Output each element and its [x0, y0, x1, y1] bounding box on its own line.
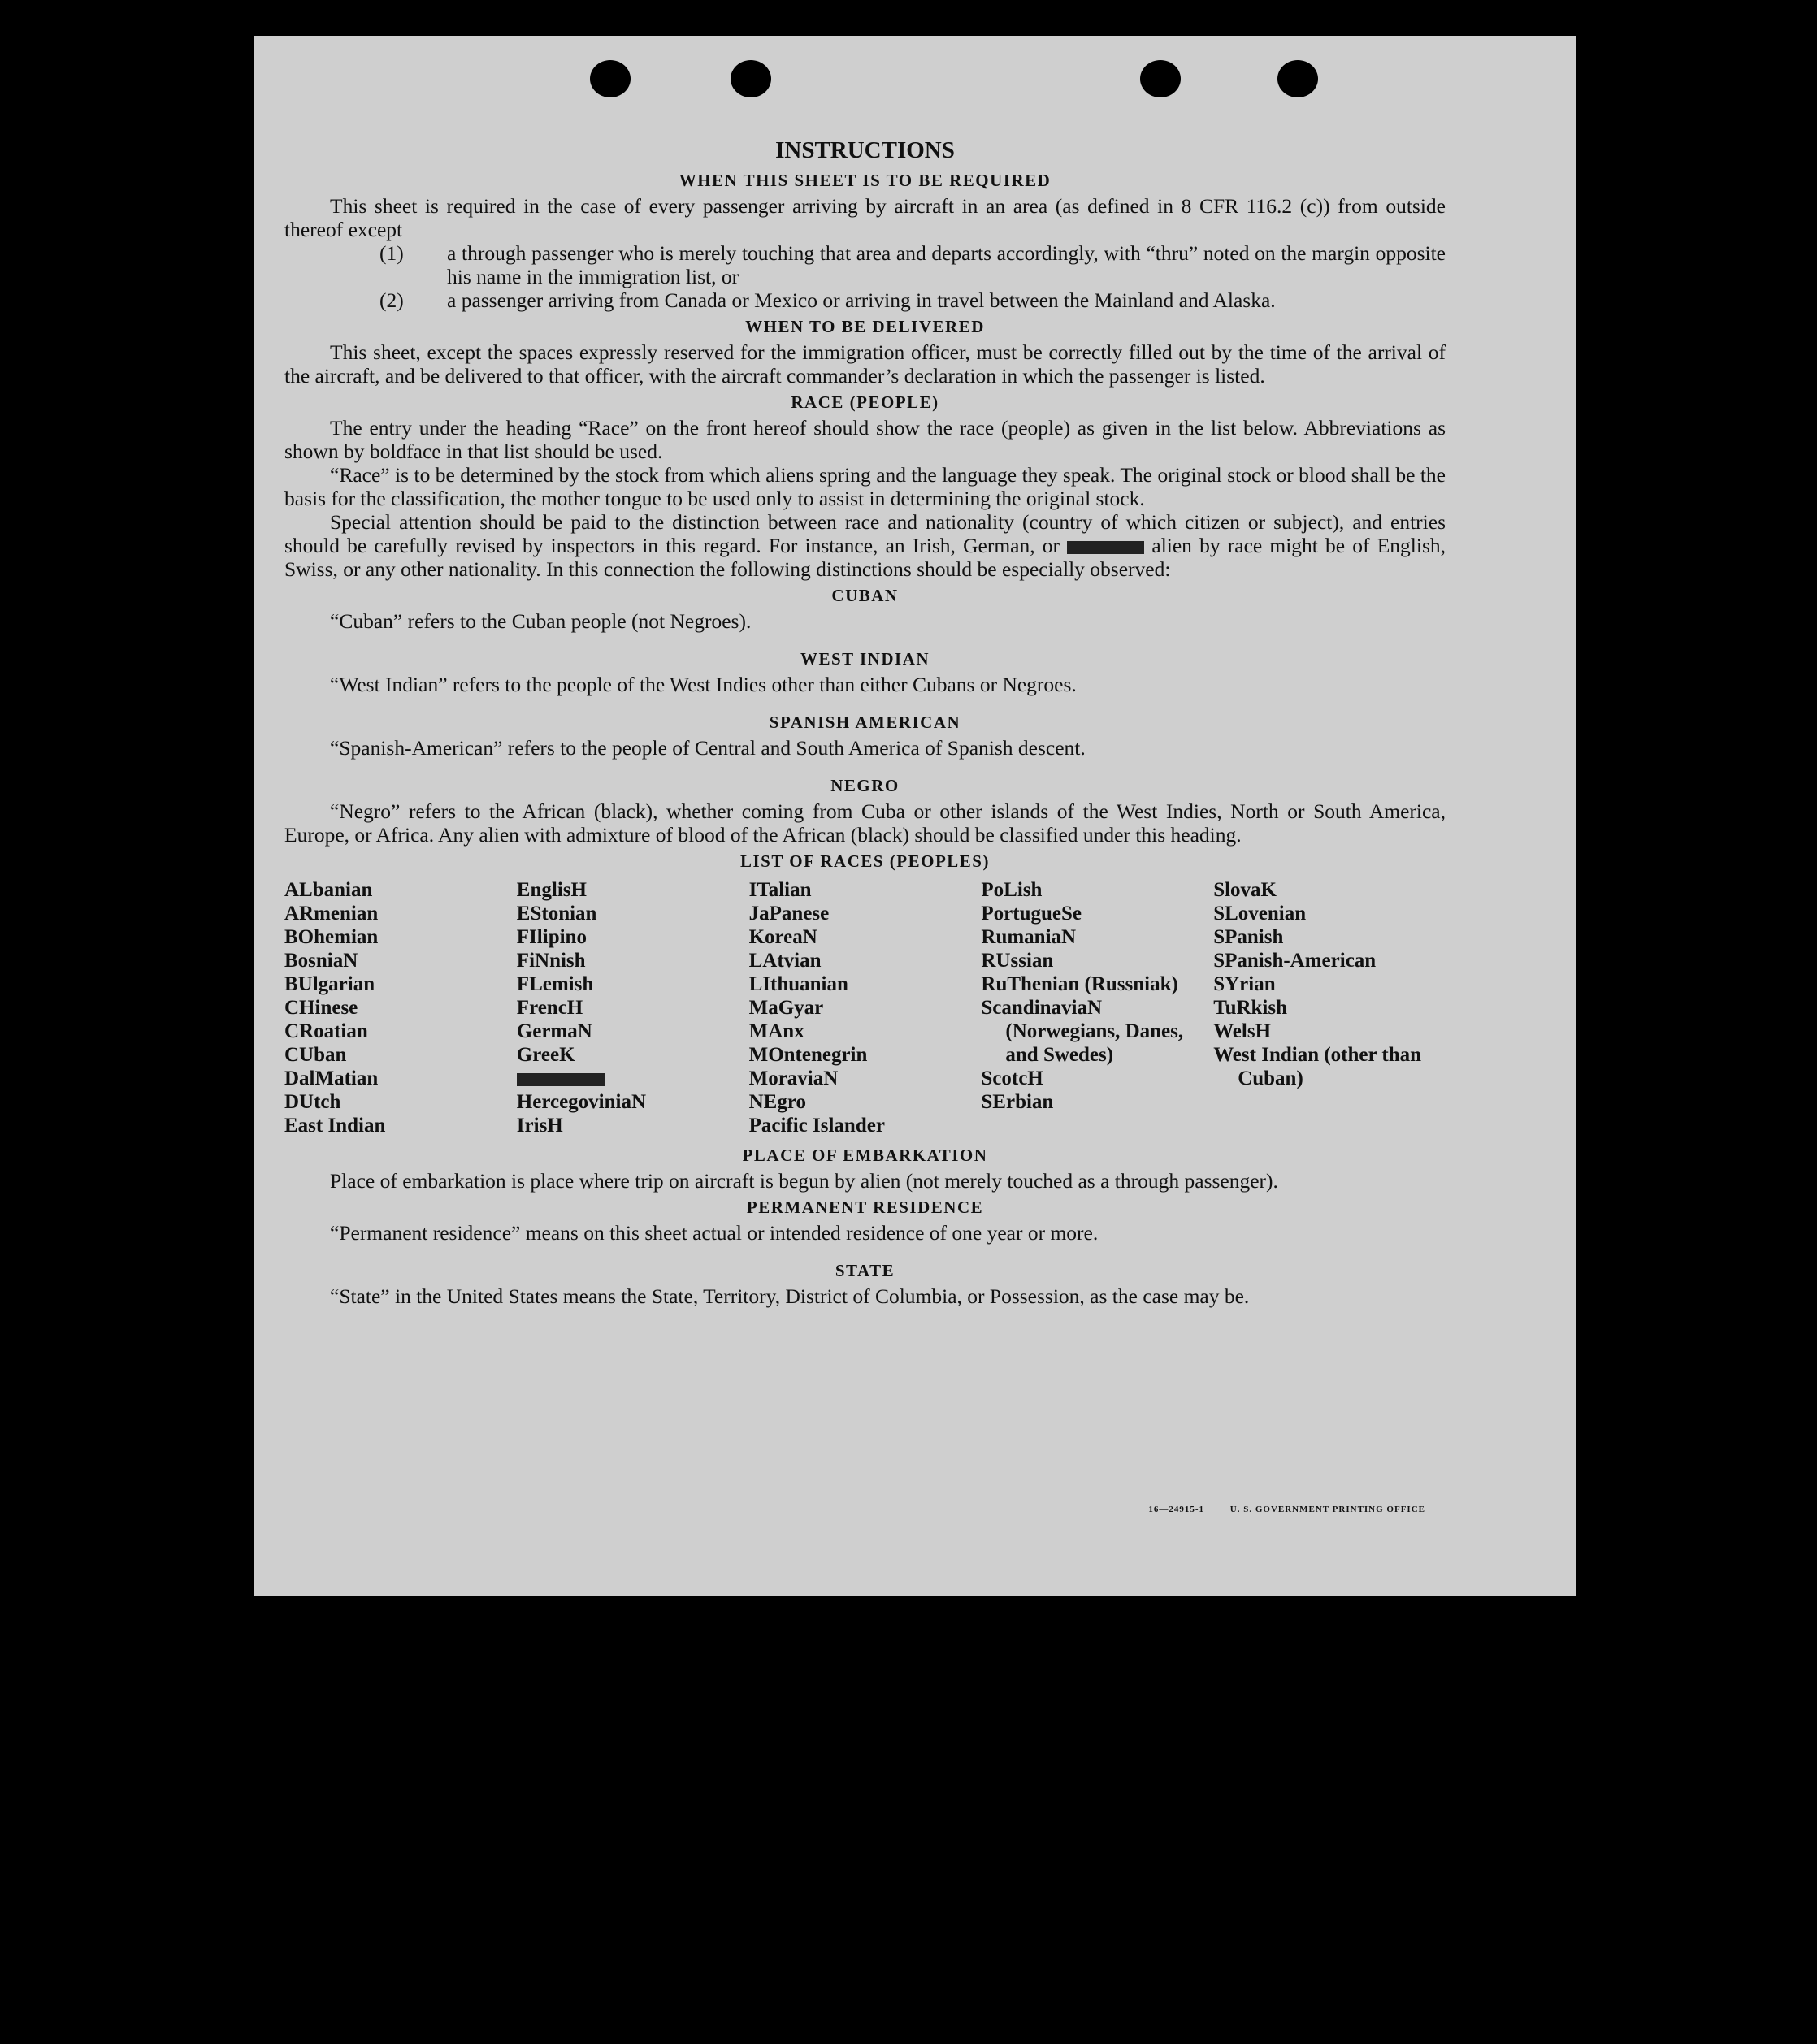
race-entry: PortugueSe — [981, 903, 1082, 925]
race-entry: DalMatian — [284, 1067, 379, 1089]
paragraph: “Cuban” refers to the Cuban people (not Negroes). — [330, 609, 752, 633]
race-entry: DUtch — [284, 1091, 341, 1113]
race-entry: SErbian — [981, 1091, 1054, 1113]
race-entry: EStonian — [516, 903, 597, 925]
race-entry: MOntenegrin — [748, 1044, 868, 1066]
section-heading: NEGRO — [830, 776, 900, 795]
item-text: a through passenger who is merely touching that area and departs accordingly, with “thru” noted on the margin opposite his name in the immigration list, or — [447, 241, 1446, 288]
item-number: (2) — [379, 288, 404, 312]
paragraph: This sheet, except the spaces expressly reserved for the immigration officer, must be correctly filled out by the time of the arrival of the aircraft, and be delivered to that officer, with the aircraft commander’s declaration in which the passenger is listed. — [284, 340, 1446, 388]
race-entry: PoLish — [981, 879, 1043, 901]
race-column — [749, 878, 982, 1137]
race-entry: JaPanese — [748, 903, 830, 925]
race-entry: IrisH — [516, 1115, 563, 1137]
race-entry: FrencH — [516, 997, 583, 1019]
section-heading: LIST OF RACES (PEOPLES) — [740, 851, 990, 871]
race-entry: CHinese — [284, 997, 358, 1019]
paragraph: “Negro” refers to the African (black), whether coming from Cuba or other islands of the West Indies, North or South America, Europe, or Africa. Any alien with admixture of blood of the African (black) should be classified under this heading. — [284, 799, 1446, 847]
form-code: 16—24915-1 — [1148, 1505, 1205, 1514]
race-entry: RUssian — [981, 950, 1054, 972]
race-column — [517, 878, 749, 1137]
race-entry: East Indian — [284, 1115, 386, 1137]
punch-hole — [1140, 60, 1181, 97]
race-entry: LIthuanian — [748, 973, 848, 995]
race-entry: WelsH — [1213, 1020, 1272, 1042]
printer-footer — [1125, 1505, 1425, 1514]
section-heading: SPANISH AMERICAN — [769, 712, 961, 732]
document-sheet — [254, 36, 1576, 1596]
race-entry: FiNnish — [516, 950, 586, 972]
race-entry: SlovaK — [1213, 879, 1277, 901]
race-entry: KoreaN — [748, 926, 817, 948]
race-entry: FIlipino — [516, 926, 587, 948]
race-entry: BosniaN — [284, 950, 358, 972]
section-heading: WHEN TO BE DELIVERED — [745, 317, 985, 336]
race-entry: SPanish-American — [1213, 950, 1377, 972]
race-entry: HercegoviniaN — [516, 1091, 647, 1113]
race-entry: MaGyar — [748, 997, 824, 1019]
race-entry: ALbanian — [284, 879, 373, 901]
paragraph: “State” in the United States means the State, Territory, District of Columbia, or Possession, as the case may be. — [330, 1284, 1250, 1308]
paragraph: “Spanish-American” refers to the people of Central and South America of Spanish descent. — [330, 736, 1086, 760]
race-entry: TuRkish — [1213, 997, 1288, 1019]
item-text: a passenger arriving from Canada or Mexico or arriving in travel between the Mainland and Alaska. — [447, 288, 1276, 312]
race-entry: ScotcH — [981, 1067, 1043, 1089]
redaction-mark — [1067, 541, 1144, 554]
section-heading: PERMANENT RESIDENCE — [746, 1197, 984, 1217]
race-entry: NEgro — [748, 1091, 806, 1113]
race-entry: SLovenian — [1213, 903, 1307, 925]
paragraph: This sheet is required in the case of every passenger arriving by aircraft in an area (as defined in 8 CFR 116.2 (c)) from outside thereof except — [284, 194, 1446, 241]
paragraph: Place of embarkation is place where trip on aircraft is begun by alien (not merely touched as a through passenger). — [330, 1169, 1278, 1193]
race-entry: West Indian (other than Cuban) — [1213, 1044, 1422, 1089]
race-entry: ScandinaviaN (Norwegians, Danes, and Swedes) — [981, 997, 1184, 1066]
section-heading: PLACE OF EMBARKATION — [742, 1145, 988, 1165]
race-entry: MoraviaN — [748, 1067, 839, 1089]
paragraph-part: alien by race might be of English, Swiss, or any other nationality. In this connection the following distinctions should be especially observed: — [284, 534, 1446, 581]
race-entry: CRoatian — [284, 1020, 368, 1042]
race-entry: SYrian — [1213, 973, 1276, 995]
race-entry-redacted — [517, 1067, 749, 1090]
race-list — [284, 878, 1446, 1137]
race-column — [981, 878, 1213, 1137]
race-column — [284, 878, 517, 1137]
race-entry: BOhemian — [284, 926, 379, 948]
race-entry: BUlgarian — [284, 973, 375, 995]
section-heading: STATE — [835, 1261, 895, 1280]
paragraph-part: Special attention should be paid to the distinction between race and nationality (country of which citizen or subject), and entries should be carefully revised by inspectors in this regard. For instance, an Irish, German, or — [284, 510, 1446, 557]
section-heading: WEST INDIAN — [800, 649, 930, 669]
section-heading: RACE (PEOPLE) — [791, 392, 939, 412]
race-entry: EnglisH — [516, 879, 587, 901]
race-entry: SPanish — [1213, 926, 1284, 948]
list-item — [284, 241, 1446, 288]
redaction-mark — [517, 1073, 605, 1086]
paragraph: “Race” is to be determined by the stock from which aliens spring and the language they speak. The original stock or blood shall be the basis for the classification, the mother tongue to be used only to assist in determining the original stock. — [284, 463, 1446, 510]
race-entry: ARmenian — [284, 903, 379, 925]
punch-hole — [731, 60, 771, 97]
race-entry: ITalian — [748, 879, 812, 901]
punch-hole — [1277, 60, 1318, 97]
paragraph: “West Indian” refers to the people of the West Indies other than either Cubans or Negroes. — [330, 673, 1077, 696]
page-title: INSTRUCTIONS — [775, 137, 955, 163]
paragraph — [284, 510, 1446, 581]
race-column — [1213, 878, 1446, 1137]
race-entry: LAtvian — [748, 950, 822, 972]
race-entry: RumaniaN — [981, 926, 1077, 948]
list-item — [284, 288, 1446, 312]
race-entry: GreeK — [516, 1044, 575, 1066]
race-entry: FLemish — [516, 973, 594, 995]
paragraph: The entry under the heading “Race” on the front hereof should show the race (people) as given in the list below. Abbreviations as shown by boldface in that list should be used. — [284, 416, 1446, 463]
race-entry: CUban — [284, 1044, 347, 1066]
section-heading: WHEN THIS SHEET IS TO BE REQUIRED — [679, 171, 1052, 190]
race-entry: GermaN — [516, 1020, 592, 1042]
race-entry: Pacific Islander — [748, 1115, 885, 1137]
printer-name: U. S. GOVERNMENT PRINTING OFFICE — [1229, 1505, 1425, 1514]
race-entry: RuThenian (Russniak) — [981, 973, 1178, 995]
item-number: (1) — [379, 241, 404, 265]
race-entry: MAnx — [748, 1020, 804, 1042]
paragraph: “Permanent residence” means on this sheet actual or intended residence of one year or more. — [330, 1221, 1099, 1245]
section-heading: CUBAN — [831, 586, 899, 605]
punch-hole — [590, 60, 631, 97]
